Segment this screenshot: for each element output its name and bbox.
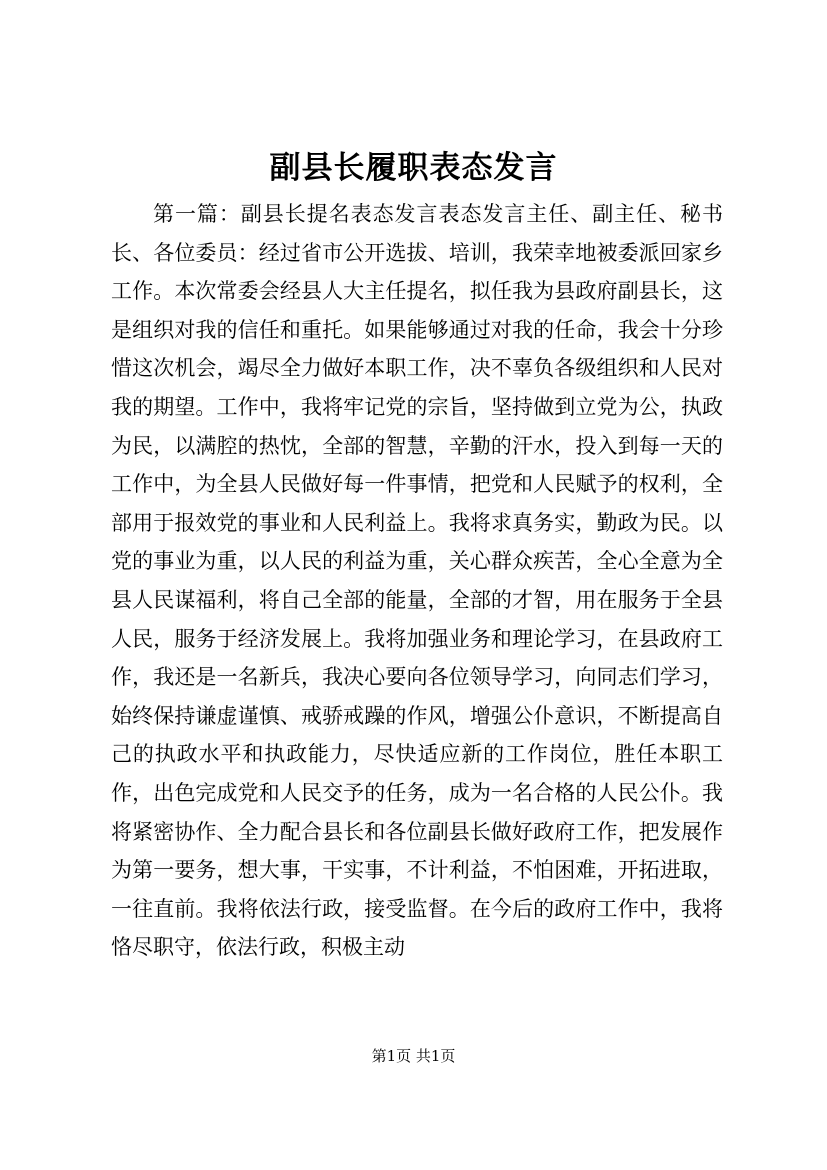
- page-number-footer: 第1页 共1页: [371, 1047, 456, 1065]
- document-title: 副县长履职表态发言: [269, 150, 558, 186]
- document-body-paragraph: 第一篇：副县长提名表态发言表态发言主任、副主任、秘书长、各位委员：经过省市公开选拔、培训，我荣幸地被委派回家乡工作。本次常委会经县人大主任提名，拟任我为县政府副县长，这是组织对我的信任和重托。如果能够通过对我的任命，我会十分珍惜这次机会，竭尽全力做好本职工作，决不辜负各级组织和人民对我的期望。工作中，我将牢记党的宗旨，坚持做到立党为公，执政为民，以满腔的热忱，全部的智慧，辛勤的汗水，投入到每一天的工作中，为全县人民做好每一件事情，把党和人民赋予的权利，全部用于报效党的事业和人民利益上。我将求真务实，勤政为民。以党的事业为重，以人民的利益为重，关心群众疾苦，全心全意为全县人民谋福利，将自己全部的能量，全部的才智，用在服务于全县人民，服务于经济发展上。我将加强业务和理论学习，在县政府工作，我还是一名新兵，我决心要向各位领导学习，向同志们学习，始终保持谦虚谨慎、戒骄戒躁的作风，增强公仆意识，不断提高自己的执政水平和执政能力，尽快适应新的工作岗位，胜任本职工作，出色完成党和人民交予的任务，成为一名合格的人民公仆。我将紧密协作、全力配合县长和各位副县长做好政府工作，把发展作为第一要务，想大事，干实事，不计利益，不怕困难，开拓进取，一往直前。我将依法行政，接受监督。在今后的政府工作中，我将恪尽职守，依法行政，积极主动: [111, 202, 723, 960]
